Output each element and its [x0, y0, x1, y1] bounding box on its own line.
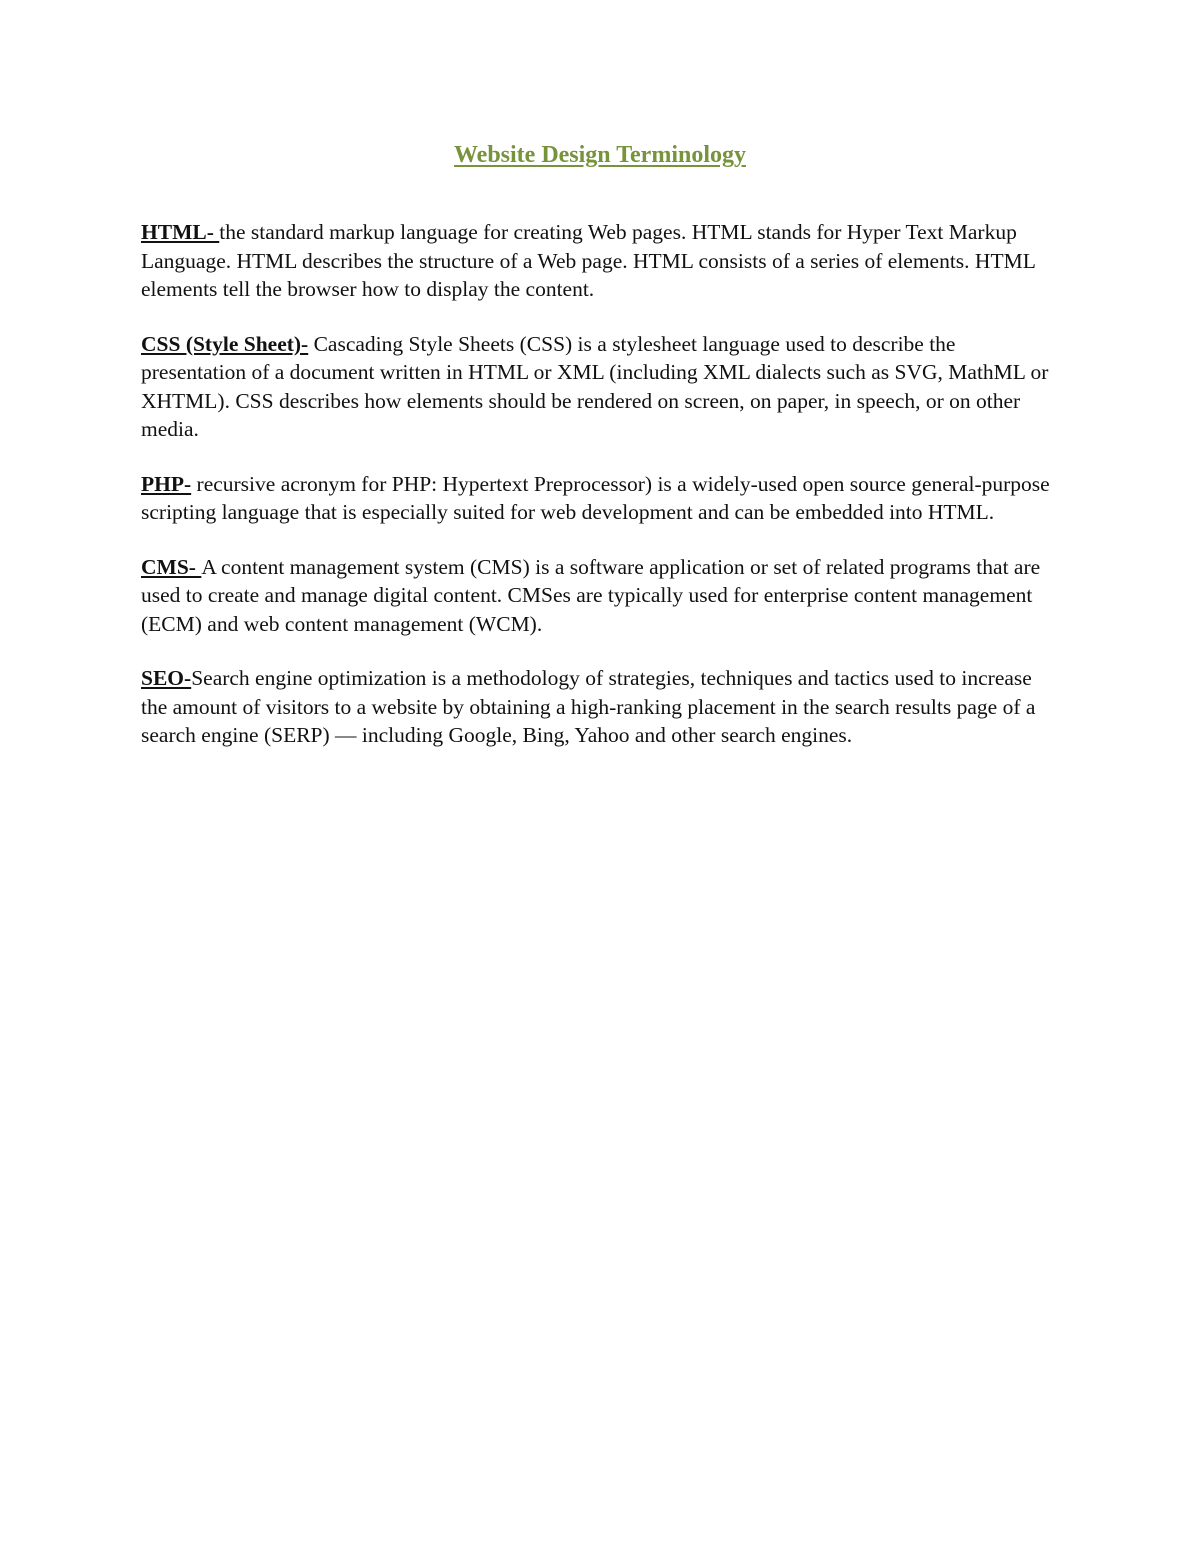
term-seo: SEO-	[141, 666, 192, 690]
document-title: Website Design Terminology	[453, 142, 747, 168]
term-cms: CMS-	[141, 554, 202, 579]
term-php: PHP-	[141, 471, 192, 496]
entry-seo	[141, 664, 1056, 750]
definition-php: recursive acronym for PHP: Hypertext Preprocessor) is a widely-used open source general-purpose scripting language that is especially suited for web development and can be embedded into HTML.	[141, 471, 1050, 524]
entry-css	[141, 330, 1056, 444]
entry-html	[141, 218, 1056, 304]
term-css: CSS (Style Sheet)-	[141, 331, 309, 356]
term-html: HTML-	[141, 220, 220, 244]
entry-cms	[141, 553, 1056, 639]
definition-seo: Search engine optimization is a methodology of strategies, techniques and tactics used to increase the amount of visitors to a website by obtaining a high-ranking placement in the search results page of a search engine (SERP) — including Google, Bing, Yahoo and other search engines.	[141, 666, 1036, 747]
entry-php	[141, 470, 1056, 527]
terminology-list	[141, 218, 1056, 776]
definition-css: Cascading Style Sheets (CSS) is a stylesheet language used to describe the presentation of a document written in HTML or XML (including XML dialects such as SVG, MathML or XHTML). CSS describes how elements should be rendered on screen, on paper, in speech, or on other media.	[141, 331, 1049, 441]
definition-cms: A content management system (CMS) is a software application or set of related programs that are used to create and manage digital content. CMSes are typically used for enterprise content management (ECM) and web content management (WCM).	[141, 554, 1041, 636]
definition-html: the standard markup language for creating Web pages. HTML stands for Hyper Text Markup Language. HTML describes the structure of a Web page. HTML consists of a series of elements. HTML elements tell the browser how to display the content.	[141, 220, 1036, 301]
